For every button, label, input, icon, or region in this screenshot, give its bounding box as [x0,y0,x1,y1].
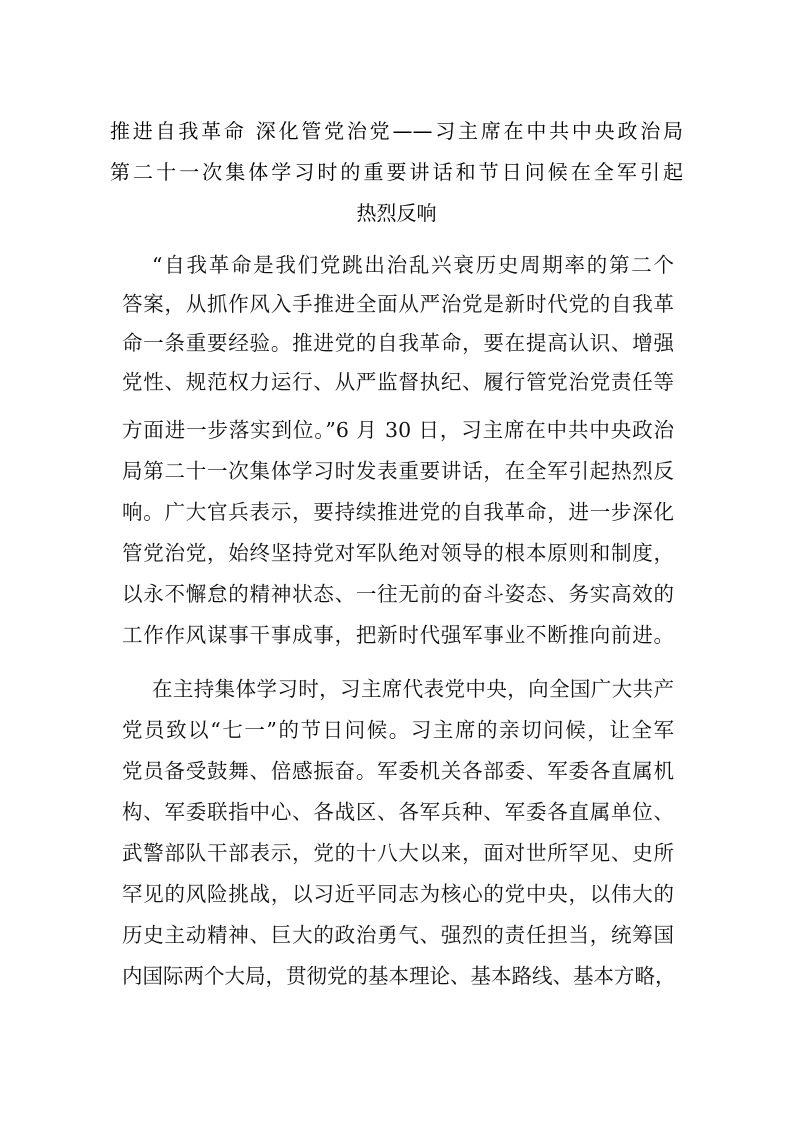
document-title-line-2: 第二十一次集体学习时的重要讲话和节日问候在全军引起 [110,160,683,184]
paragraph-1-line: “自我革命是我们党跳出治乱兴衰历史周期率的第二个 [152,253,674,277]
paragraph-1-line: 管党治党，始终坚持党对军队绝对领导的根本原则和制度， [122,541,674,565]
paragraph-1-line: 以永不懈怠的精神状态、一往无前的奋斗姿态、务实高效的 [122,582,674,606]
paragraph-1-line: 党性、规范权力运行、从严监督执纪、履行管党治党责任等 [122,370,674,394]
document-title-line-3: 热烈反响 [356,201,437,225]
paragraph-1-line: 方面进一步落实到位。”6 月 30 日，习主席在中共中央政治 [122,418,674,442]
paragraph-1-line: 命一条重要经验。推进党的自我革命，要在提高认识、增强 [122,331,674,355]
paragraph-1-line: 响。广大官兵表示，要持续推进党的自我革命，进一步深化 [122,500,674,524]
paragraph-2-line: 在主持集体学习时，习主席代表党中央，向全国广大共产 [152,677,674,701]
paragraph-1-line: 工作作风谋事干事成事，把新时代强军事业不断推向前进。 [122,623,674,647]
paragraph-1-line: 答案，从抓作风入手推进全面从严治党是新时代党的自我革 [122,292,674,316]
paragraph-2-line: 构、军委联指中心、各战区、各军兵种、军委各直属单位、 [122,800,674,824]
document-title-line-1: 推进自我革命 深化管党治党——习主席在中共中央政治局 [110,119,683,143]
paragraph-2-line: 党员备受鼓舞、倍感振奋。军委机关各部委、军委各直属机 [122,759,674,783]
paragraph-1-line: 局第二十一次集体学习时发表重要讲话，在全军引起热烈反 [122,459,674,483]
paragraph-2-line: 罕见的风险挑战，以习近平同志为核心的党中央，以伟大的 [122,882,674,906]
paragraph-2-line: 党员致以“七一”的节日问候。习主席的亲切问候，让全军 [122,718,674,742]
paragraph-2-line: 内国际两个大局，贯彻党的基本理论、基本路线、基本方略， [122,964,676,988]
paragraph-2-line: 历史主动精神、巨大的政治勇气、强烈的责任担当，统筹国 [122,923,674,947]
paragraph-2-line: 武警部队干部表示，党的十八大以来，面对世所罕见、史所 [122,841,674,865]
